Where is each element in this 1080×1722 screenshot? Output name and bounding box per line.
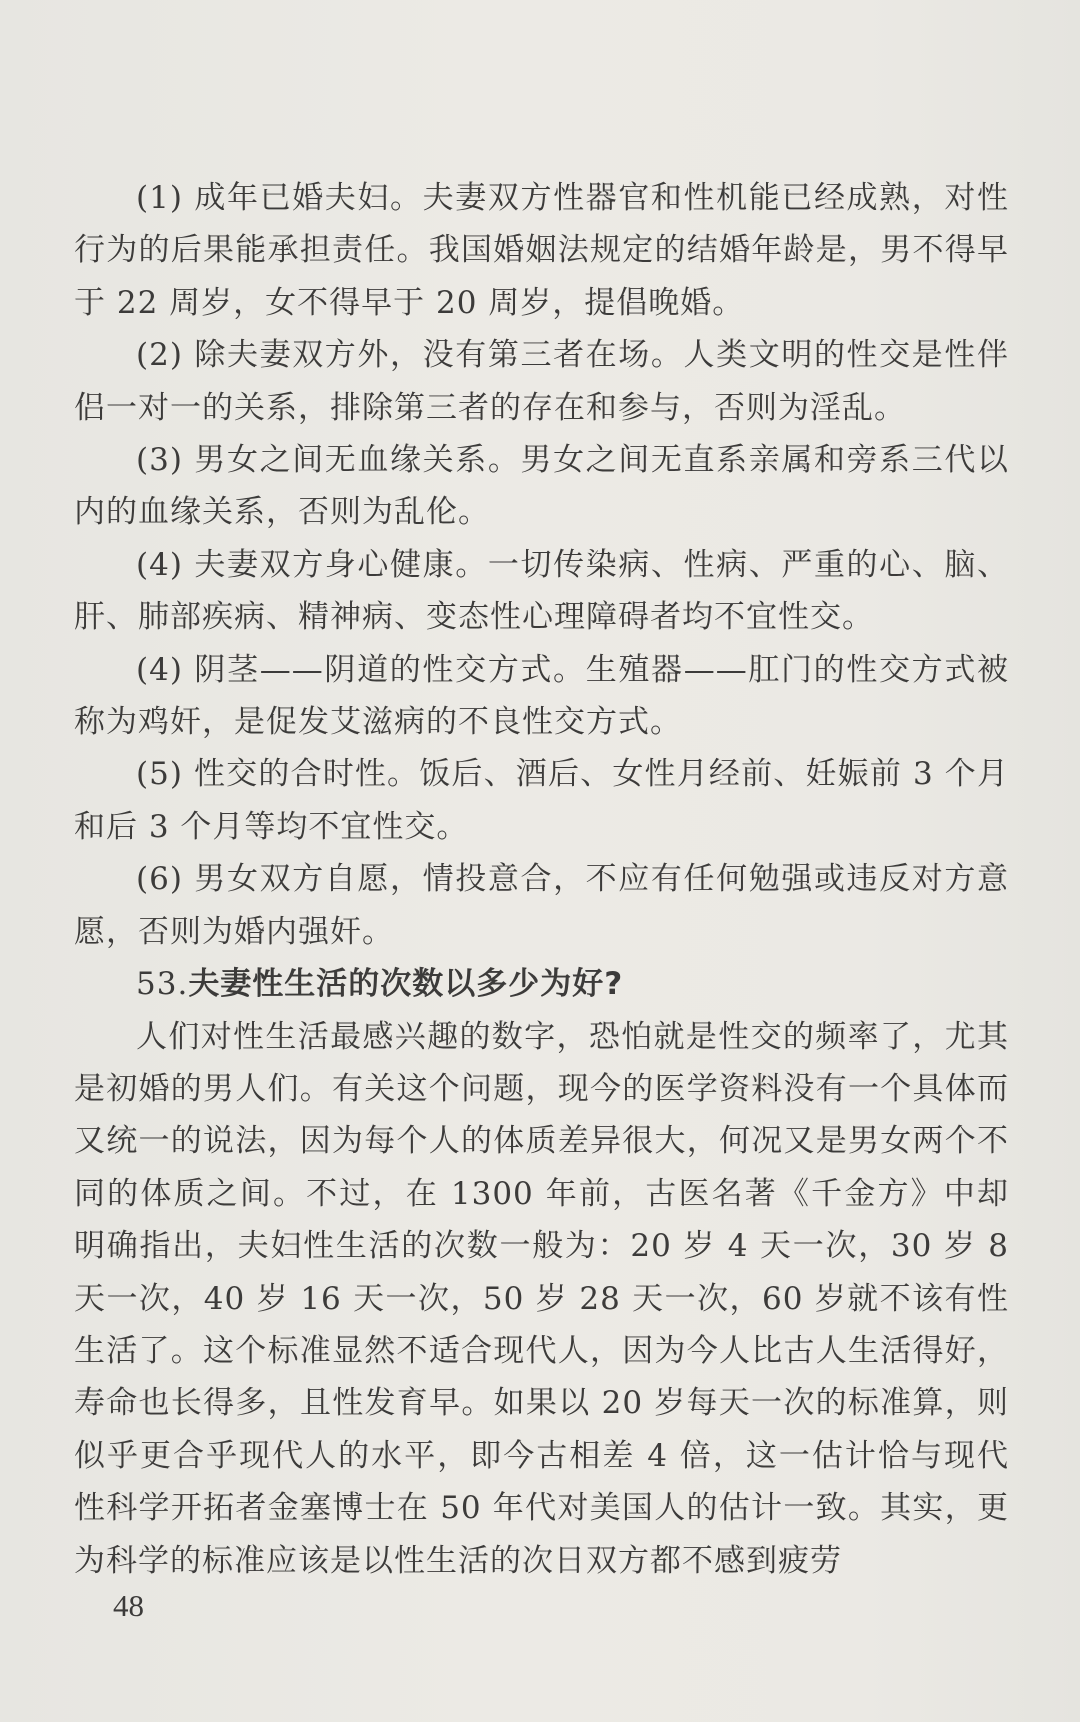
paragraph-2: (2) 除夫妻双方外，没有第三者在场。人类文明的性交是性伴侣一对一的关系，排除第三者的存在和参与，否则为淫乱。 xyxy=(74,337,1009,426)
paragraph-6: (5) 性交的合时性。饭后、酒后、女性月经前、妊娠前 3 个月和后 3 个月等均不宜性交。 xyxy=(74,756,1009,845)
paragraph-7: (6) 男女双方自愿，情投意合，不应有任何勉强或违反对方意愿，否则为婚内强奸。 xyxy=(74,861,1009,950)
paragraph-5: (4) 阴茎——阴道的性交方式。生殖器——肛门的性交方式被称为鸡奸，是促发艾滋病的不良性交方式。 xyxy=(74,651,1009,741)
page-number: 48 xyxy=(113,1588,144,1623)
section-title: 夫妻性生活的次数以多少为好? xyxy=(188,966,624,1003)
section-heading xyxy=(74,958,1009,1010)
page-text xyxy=(74,172,1009,1587)
paragraph-3: (3) 男女之间无血缘关系。男女之间无直系亲属和旁系三代以内的血缘关系，否则为乱伦。 xyxy=(74,442,1009,531)
paragraph-4: (4) 夫妻双方身心健康。一切传染病、性病、严重的心、脑、肝、肺部疾病、精神病、变态性心理障碍者均不宜性交。 xyxy=(74,546,1009,636)
section-number: 53. xyxy=(136,966,189,1003)
body-paragraph: 人们对性生活最感兴趣的数字，恐怕就是性交的频率了，尤其是初婚的男人们。有关这个问题，现今的医学资料没有一个具体而又统一的说法，因为每个人的体质差异很大，何况又是男女两个不同的体质之间。不过，在 1300 年前，古医名著《千金方》中却明确指出，夫妇性生活的次数一般为：20 岁 4 天一次，30 岁 8 天一次，40 岁 16 天一次，50 岁 28 天一次，60 岁就不该有性生活了。这个标准显然不适合现代人，因为今人比古人生活得好，寿命也长得多，且性发育早。如果以 20 岁每天一次的标准算，则似乎更合乎现代人的水平，即今古相差 4 倍，这一估计恰与现代性科学开拓者金塞博士在 50 年代对美国人的估计一致。其实，更为科学的标准应该是以性生活的次日双方都不感到疲劳 xyxy=(74,1018,1009,1579)
paragraph-1: (1) 成年已婚夫妇。夫妻双方性器官和性机能已经成熟，对性行为的后果能承担责任。我国婚姻法规定的结婚年龄是，男不得早于 22 周岁，女不得早于 20 周岁，提倡晚婚。 xyxy=(74,180,1009,321)
